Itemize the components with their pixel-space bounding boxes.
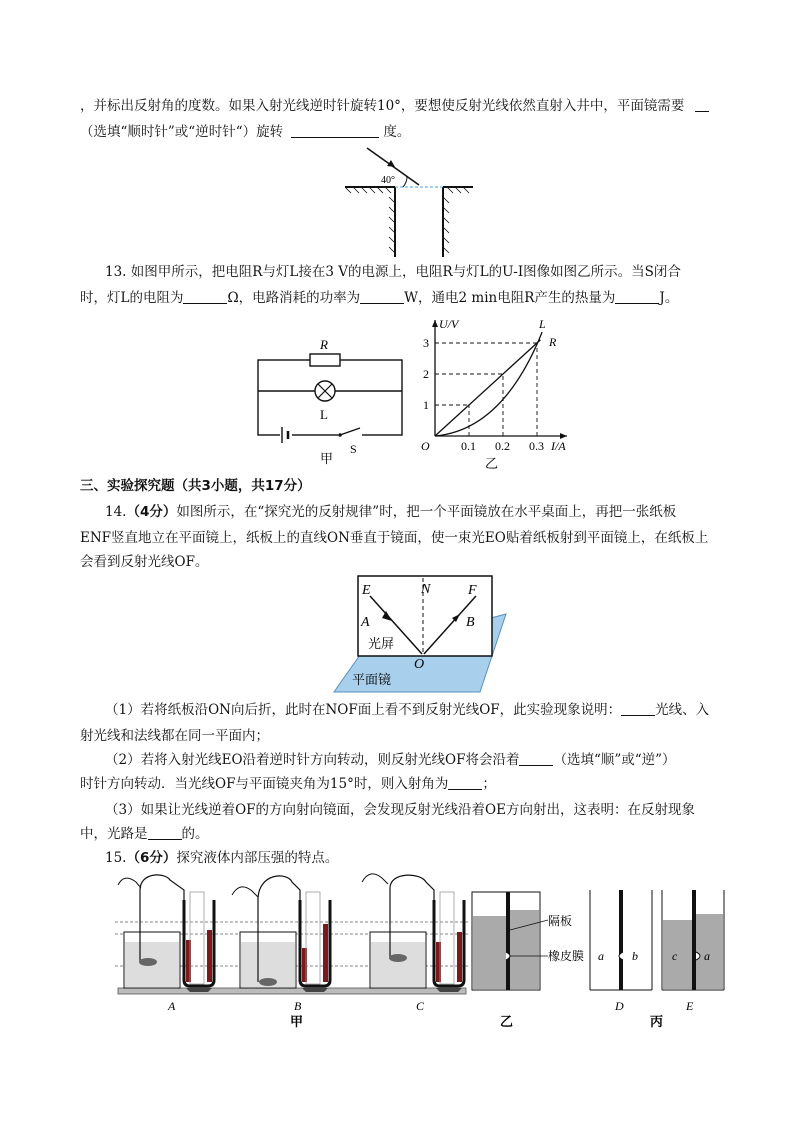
x-tick-label: 0.1 [461, 439, 476, 453]
svg-text:c: c [672, 949, 678, 963]
table-surface [118, 988, 466, 994]
chart-caption: 乙 [485, 456, 499, 471]
reflection-figure [330, 572, 510, 694]
pressure-figure [100, 870, 740, 1035]
angle-label: 40° [381, 175, 395, 186]
series-r-label: R [549, 335, 557, 350]
q14-line3: 会看到反射光线OF。 [80, 554, 209, 570]
svg-text:S: S [350, 442, 357, 456]
q14-part1-line2: 射光线和法线都在同一平面内； [80, 728, 269, 744]
svg-text:橡皮膜: 橡皮膜 [548, 949, 585, 963]
svg-text:甲: 甲 [290, 1014, 304, 1029]
q13-blank-power[interactable] [360, 289, 404, 304]
q14-part3-line1: （3）如果让光线逆着OF的方向射向镜面，会发现反射光线沿着OE方向射出，这表明：在反射现象 [105, 802, 695, 818]
q13-blank-resistance[interactable] [183, 289, 227, 304]
y-tick-label: 3 [423, 336, 429, 350]
x-tick-label: 0.2 [495, 439, 510, 453]
q14-part2-line1: （2）若将入射光线EO沿着逆时针方向转动，则反射光线OF将会沿着 （选填“顺”或“逆”） [105, 752, 676, 768]
svg-text:A: A [361, 615, 370, 630]
svg-text:B: B [466, 615, 475, 630]
svg-text:甲: 甲 [320, 451, 334, 466]
svg-text:a: a [598, 949, 604, 963]
well-figure [345, 142, 475, 260]
svg-text:A: A [168, 999, 176, 1013]
series-l-label: L [539, 317, 546, 332]
q14-part2-line2: 时针方向转动．当光线OF与平面镜夹角为15°时，则入射角为 ； [80, 776, 496, 792]
svg-text:R: R [320, 337, 328, 352]
svg-text:隔板: 隔板 [548, 914, 573, 928]
q14-blank-reflected[interactable] [621, 701, 655, 716]
svg-text:光屏: 光屏 [368, 636, 395, 651]
svg-text:L: L [320, 407, 328, 422]
svg-text:E: E [362, 583, 371, 598]
svg-text:丙: 丙 [650, 1014, 664, 1029]
x-axis-label: I/A [551, 439, 566, 453]
q14-part3-line2: 中，光路是 的。 [80, 826, 209, 842]
q14-line1: 14.（4分）如图所示，在“探究光的反射规律”时，把一个平面镜放在水平桌面上，再把一张纸板 [105, 504, 677, 520]
svg-text:C: C [416, 999, 425, 1013]
partition-container [472, 892, 584, 1029]
q14-blank-reversible[interactable] [148, 825, 182, 840]
q13-line1: 13. 如图甲所示，把电阻R与灯L接在3 V的电源上，电阻R与灯L的U-I图像如图乙所示。当S闭合 [105, 264, 681, 280]
q13-line2: 时，灯L的电阻为 Ω，电路消耗的功率为 W，通电2 min电阻R产生的热量为 J。 [80, 290, 679, 306]
q12-blank-direction[interactable] [695, 97, 709, 112]
q14-part1-line1: （1）若将纸板沿ON向后折，此时在NOF面上看不到反射光线OF，此实验现象说明： 光线、入 [105, 702, 710, 718]
svg-text:F: F [468, 583, 477, 598]
y-tick-label: 2 [423, 367, 429, 381]
y-tick-label: 1 [423, 398, 429, 412]
q15-line: 15.（6分）探究液体内部压强的特点。 [105, 850, 339, 866]
q12-line2: （选填“顺时针”或“逆时针“）旋转 度。 [80, 124, 411, 140]
origin-label: O [421, 439, 430, 453]
q12-line1: ，并标出反射角的度数。如果入射光线逆时针旋转10°，要想使反射光线依然直射入井中，平面镜需要 [80, 96, 730, 116]
svg-text:O: O [414, 657, 425, 672]
x-tick-label: 0.3 [529, 439, 544, 453]
section3-heading: 三、实验探究题（共3小题，共17分） [80, 478, 311, 494]
q14-blank-incident-angle[interactable] [448, 775, 482, 790]
container-d [590, 890, 652, 1013]
circuit-diagram [250, 335, 410, 470]
q14-blank-direction[interactable] [519, 751, 553, 766]
svg-text:乙: 乙 [500, 1014, 514, 1029]
svg-text:B: B [294, 999, 302, 1013]
q14-line2: ENF竖直地立在平面镜上，纸板上的直线ON垂直于镜面，使一束光EO贴着纸板射到平面镜上，在纸板上 [80, 530, 709, 546]
series-l-line [435, 332, 542, 436]
svg-text:N: N [421, 582, 431, 597]
y-axis-label: U/V [439, 317, 459, 331]
y-axis-arrow [432, 320, 438, 327]
series-r-line [435, 340, 540, 436]
q13-blank-heat[interactable] [615, 289, 659, 304]
svg-text:平面镜: 平面镜 [352, 672, 392, 687]
svg-text:D: D [615, 999, 624, 1013]
resistor-symbol [310, 354, 340, 366]
svg-text:b: b [632, 949, 638, 963]
ui-chart [415, 308, 580, 473]
q12-blank-degree[interactable] [291, 123, 379, 138]
container-e [662, 890, 724, 1013]
svg-text:a: a [704, 949, 710, 963]
svg-text:E: E [686, 999, 694, 1013]
